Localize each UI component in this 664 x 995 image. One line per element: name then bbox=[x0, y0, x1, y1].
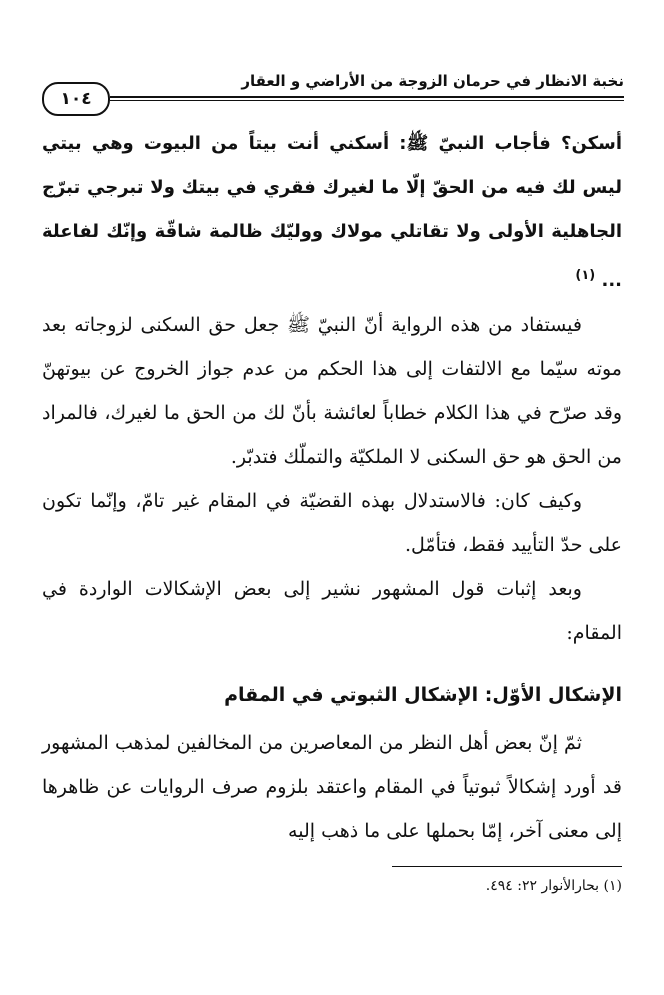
paragraph-text: أسكن؟ فأجاب النبيّ ﷺ: أسكني أنت بيتاً من البيوت وهي بيتي ليس لك فيه من الحقّ إلّا ما لغيرك فقري في بيتك ولا تبرجي تبرّج الجاهلية الأولى ولا تقاتلي مولاك ووليّك ظالمة شاقّة وإنّك لفاعلة ... bbox=[42, 133, 622, 291]
section-heading: الإشكال الأوّل: الإشكال الثبوتي في المقام bbox=[224, 684, 622, 706]
header-rule bbox=[110, 96, 624, 101]
footnote-ref: (١) bbox=[575, 268, 596, 283]
paragraph-hadith bbox=[42, 122, 622, 303]
body-text bbox=[42, 122, 622, 853]
running-title: نخبة الانظار في حرمان الزوجة من الأراضي و العقار bbox=[241, 72, 624, 90]
footnote-divider bbox=[392, 866, 622, 867]
paragraph-section: ثمّ إنّ بعض أهل النظر من المعاصرين من المخالفين لمذهب المشهور قد أورد إشكالاً ثبوتياً في المقام واعتقد بلزوم صرف الروايات عن ظاهرها إلى معنى آخر، إمّا بحملها على ما ذهب إليه bbox=[42, 732, 622, 842]
paragraph-conclusion: وكيف كان: فالاستدلال بهذه القضيّة في المقام غير تامّ، وإنّما تكون على حدّ التأييد فقط، فتأمّل. bbox=[42, 490, 622, 556]
paragraph-inference: فيستفاد من هذه الرواية أنّ النبيّ ﷺ جعل حق السكنى لزوجاته بعد موته سيّما مع الالتفات إلى هذا الحكم من عدم جواز الخروج عن بيوتهنّ وقد صرّح في هذا الكلام خطاباً لعائشة بأنّ لك من الحق ما لغيرك، فالمراد من الحق هو حق السكنى لا الملكيّة والتملّك فتدبّر. bbox=[42, 314, 622, 468]
paragraph-transition: وبعد إثبات قول المشهور نشير إلى بعض الإشكالات الواردة في المقام: bbox=[42, 578, 622, 644]
footnote: (١) بحارالأنوار ٢٢: ٤٩٤. bbox=[485, 878, 622, 894]
page-number-badge: ١٠٤ bbox=[42, 82, 110, 116]
running-header bbox=[40, 72, 624, 116]
